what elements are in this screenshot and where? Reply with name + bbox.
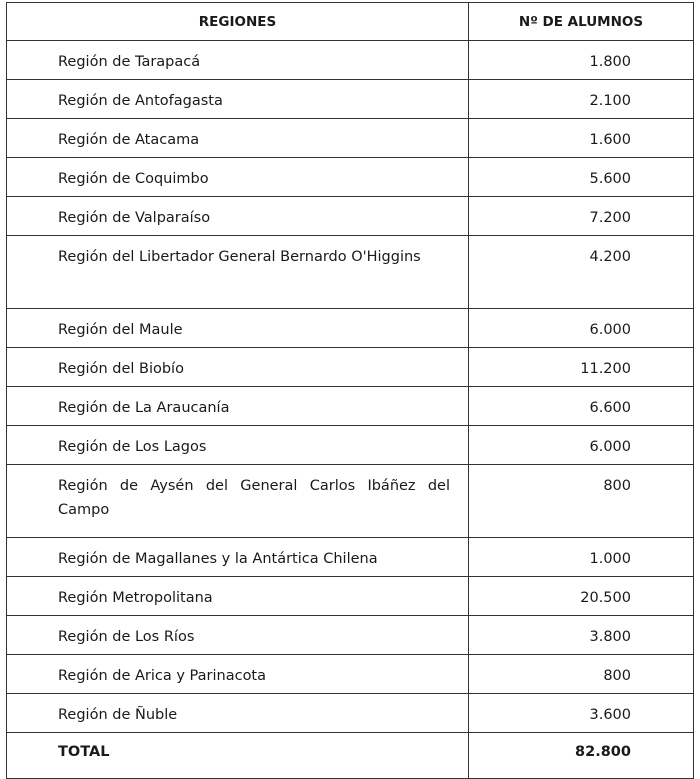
student-count: 5.600 [469, 158, 694, 197]
table-row [7, 616, 694, 655]
table-header-row [7, 3, 694, 41]
table-row [7, 158, 694, 197]
table-row [7, 577, 694, 616]
table-row [7, 236, 694, 309]
region-name: Región de Los Lagos [7, 426, 469, 465]
student-count: 11.200 [469, 348, 694, 387]
region-name: Región de Los Ríos [7, 616, 469, 655]
region-name: Región de Atacama [7, 119, 469, 158]
student-count: 7.200 [469, 197, 694, 236]
student-count: 6.000 [469, 426, 694, 465]
table-row [7, 348, 694, 387]
table-row [7, 426, 694, 465]
total-value: 82.800 [469, 733, 694, 779]
student-count: 20.500 [469, 577, 694, 616]
student-count: 800 [469, 465, 694, 538]
student-count: 6.000 [469, 309, 694, 348]
student-count: 1.800 [469, 41, 694, 80]
total-label: TOTAL [7, 733, 469, 779]
table-row [7, 119, 694, 158]
student-count: 2.100 [469, 80, 694, 119]
region-name: Región de Magallanes y la Antártica Chilena [7, 538, 469, 577]
region-name: Región de Arica y Parinacota [7, 655, 469, 694]
region-name: Región del Maule [7, 309, 469, 348]
table-row [7, 80, 694, 119]
table-row [7, 694, 694, 733]
student-count: 6.600 [469, 387, 694, 426]
header-regiones: REGIONES [7, 3, 469, 41]
table-row [7, 387, 694, 426]
region-name: Región de Valparaíso [7, 197, 469, 236]
region-name: Región de La Araucanía [7, 387, 469, 426]
region-name: Región del Biobío [7, 348, 469, 387]
student-count: 3.800 [469, 616, 694, 655]
student-count: 1.600 [469, 119, 694, 158]
student-count: 4.200 [469, 236, 694, 309]
table-row [7, 655, 694, 694]
region-name: Región Metropolitana [7, 577, 469, 616]
students-by-region-table [6, 2, 694, 779]
table-row [7, 197, 694, 236]
table-row [7, 309, 694, 348]
student-count: 800 [469, 655, 694, 694]
table-row [7, 465, 694, 538]
region-name: Región de Coquimbo [7, 158, 469, 197]
table-row [7, 41, 694, 80]
student-count: 1.000 [469, 538, 694, 577]
region-name: Región del Libertador General Bernardo O'Higgins [7, 236, 469, 309]
region-name: Región de Antofagasta [7, 80, 469, 119]
student-count: 3.600 [469, 694, 694, 733]
total-row [7, 733, 694, 779]
table-row [7, 538, 694, 577]
header-alumnos: Nº DE ALUMNOS [469, 3, 694, 41]
region-name: Región de Ñuble [7, 694, 469, 733]
region-name: Región de Tarapacá [7, 41, 469, 80]
region-name: Región de Aysén del General Carlos Ibáñez del Campo [7, 465, 469, 538]
